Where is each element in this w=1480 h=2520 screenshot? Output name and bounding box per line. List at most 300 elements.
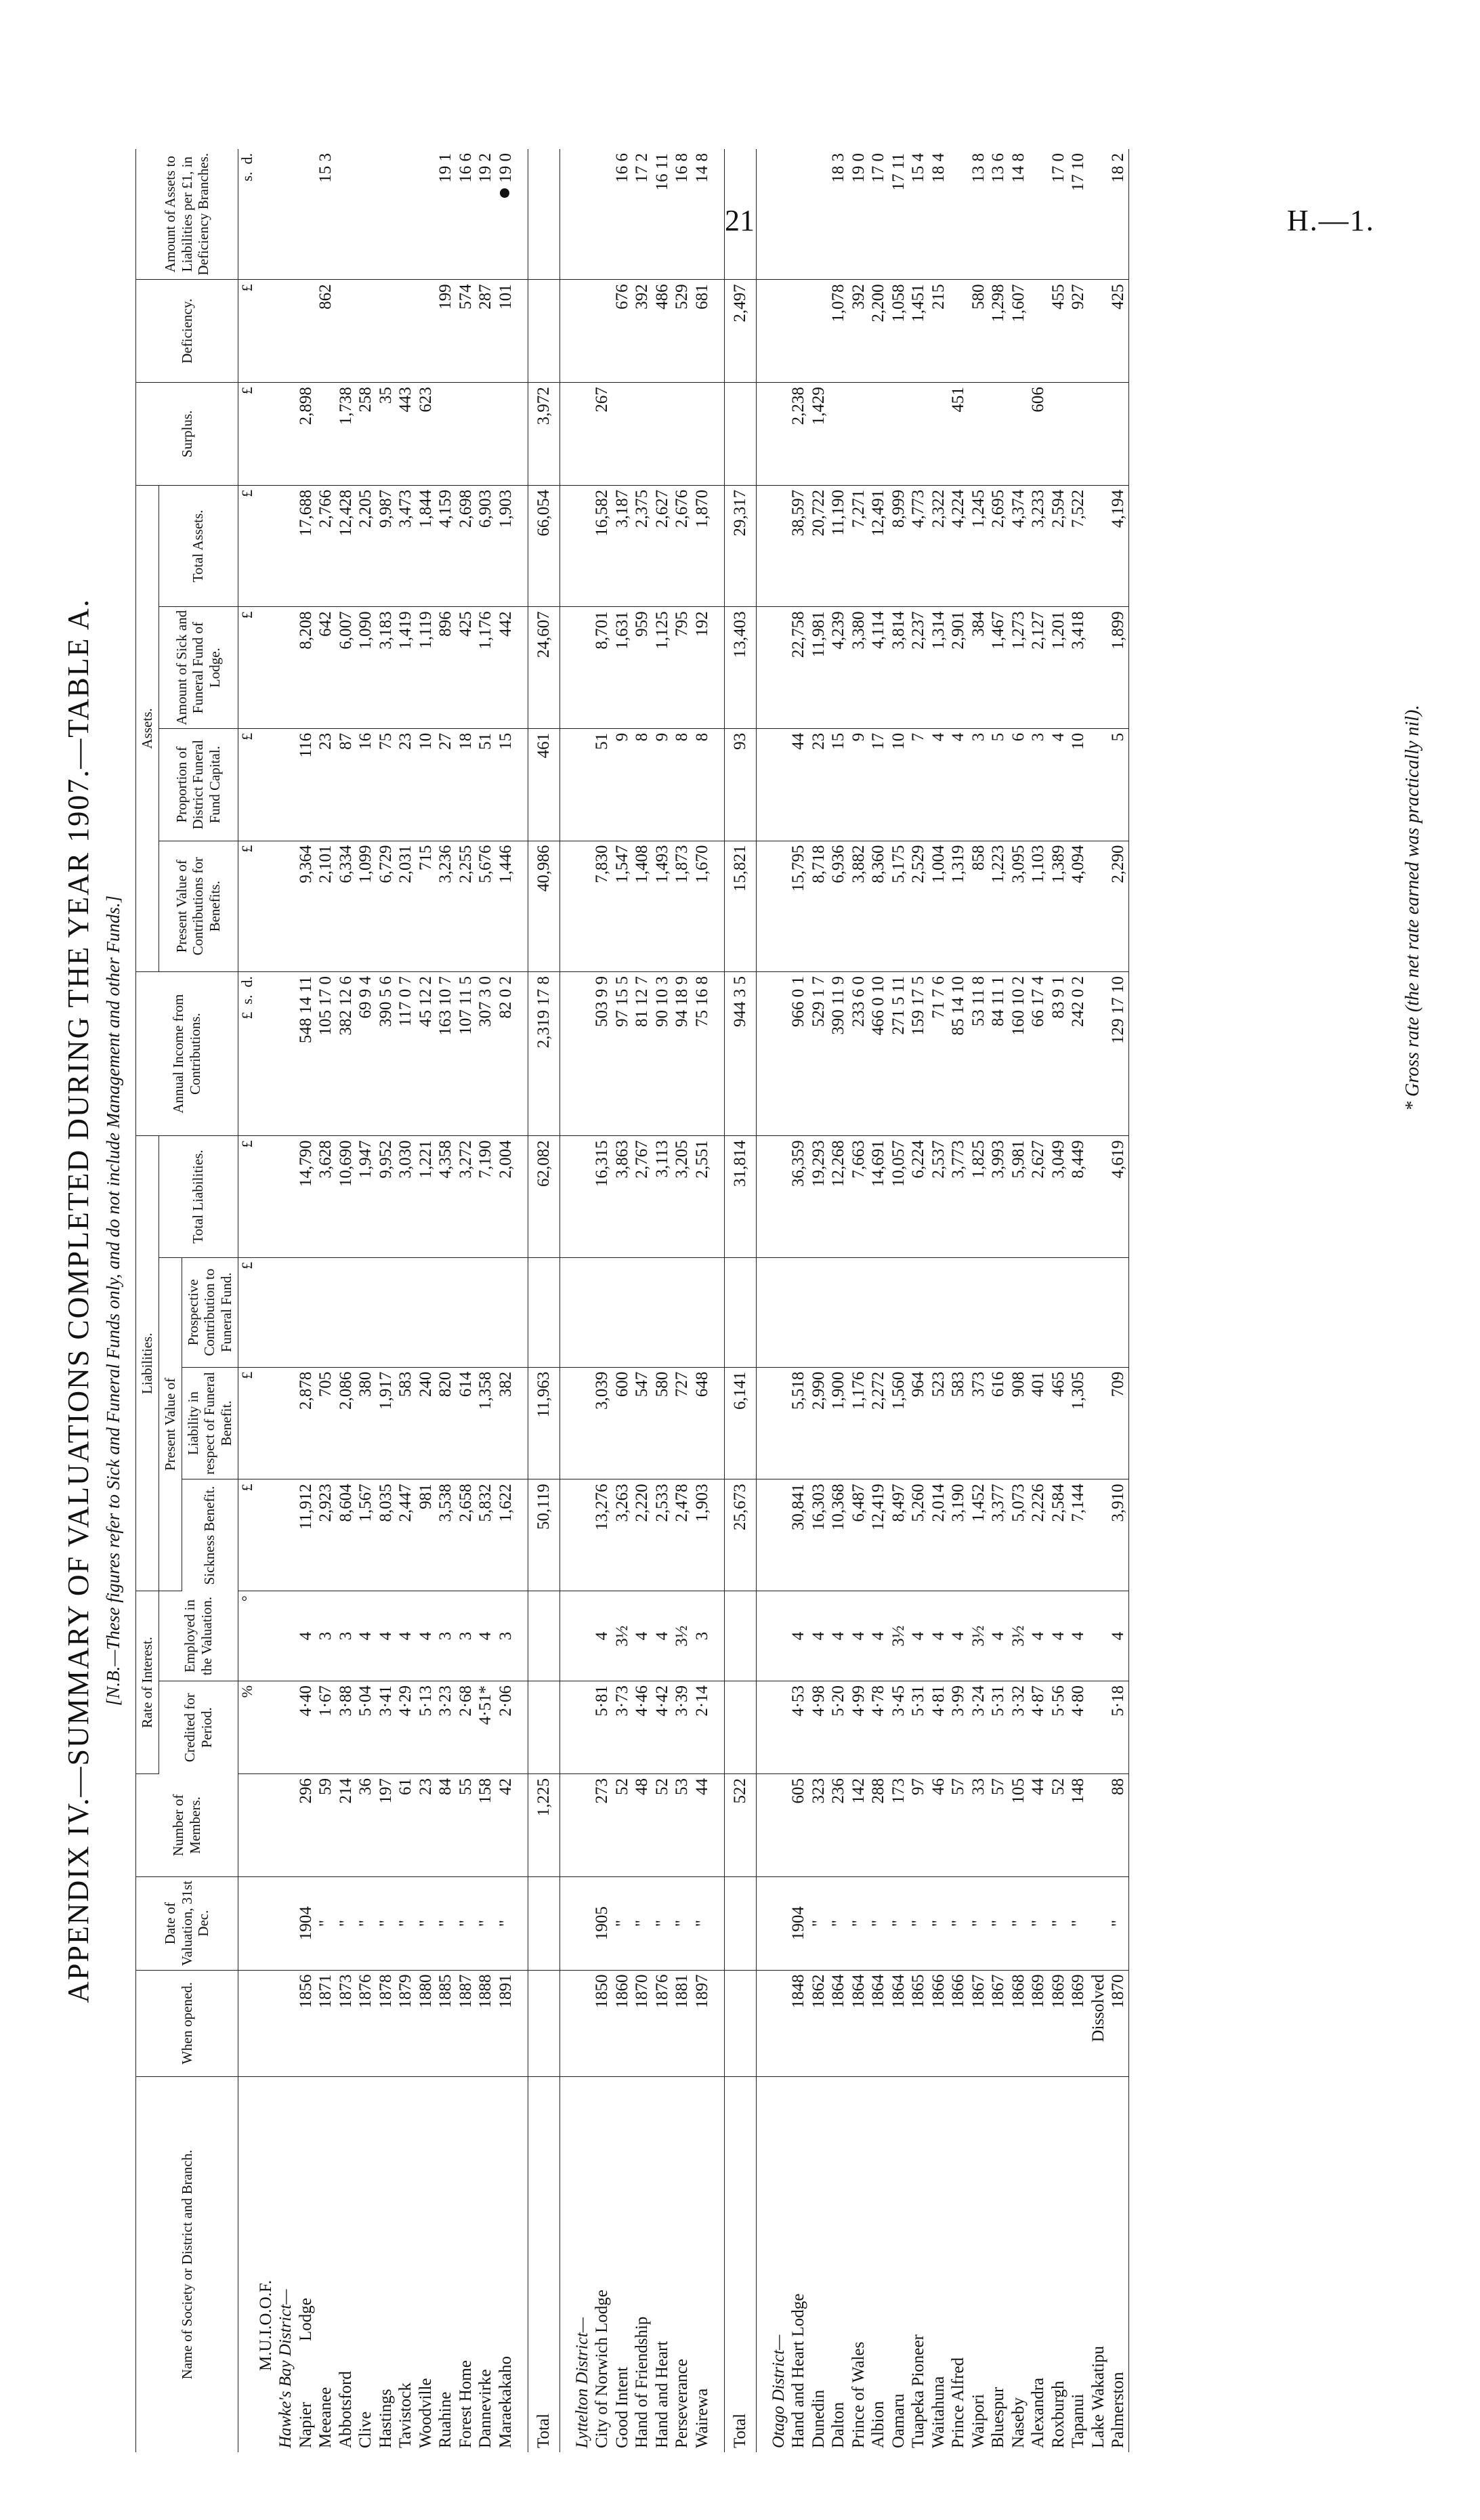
cell-col-7: 1,622 [496,1479,516,1591]
cell-col-17: 676 [612,280,633,383]
cell-col-16 [1068,383,1088,486]
cell-col-6: 3½ [889,1591,909,1681]
cell-col-16: 258 [356,383,376,486]
cell-col-2: Dissolved [1088,1970,1109,2076]
branch-name: Hand and Heart [652,2340,671,2448]
cell-col-3: 1904 [296,1876,316,1970]
cell-col-18: 17 0 [868,149,889,280]
cell-col-13: 116 [296,728,316,841]
cell-col-2: 1860 [612,1970,633,2076]
cell-col-2 [528,1970,560,2076]
header-name: Name of Society or District and Branch. [136,2076,238,2452]
header-total-liabilities: Total Liabilities. [158,1136,238,1258]
cell-col-17 [788,280,809,383]
cell-col-2: 1868 [1009,1970,1029,2076]
cell-col-4: 236 [828,1774,849,1877]
table-row [456,149,476,2452]
district-heading-row [572,149,593,2452]
cell-col-6 [528,1591,560,1681]
cell-col-2: 1856 [296,1970,316,2076]
cell-col-17: 862 [316,280,336,383]
cell-col-13: 10 [889,728,909,841]
district-name: Otago District— [769,2334,788,2448]
cell-col-2: 1879 [396,1970,416,2076]
cell-col-2: 1871 [316,1970,336,2076]
cell-col-2: 1897 [692,1970,713,2076]
cell-col-7: 1,452 [969,1479,989,1591]
cell-col-15: 2,695 [988,485,1009,607]
cell-col-18: 19 2 [475,149,496,280]
cell-col-13: 75 [376,728,396,841]
cell-col-7: 2,226 [1028,1479,1049,1591]
cell-col-10 [1088,1136,1109,1258]
cell-col-9 [316,1257,336,1367]
cell-col-12: 6,936 [828,841,849,971]
cell-col-12: 15,795 [788,841,809,971]
row-name [336,2076,356,2452]
cell-col-9 [1088,1257,1109,1367]
cell-col-14: 1,467 [988,607,1009,729]
cell-col-3: " [969,1876,989,1970]
cell-col-9 [396,1257,416,1367]
cell-col-9 [725,1257,757,1367]
cell-col-14: 1,273 [1009,607,1029,729]
cell-col-12: 1,103 [1028,841,1049,971]
table-row [828,149,849,2452]
table-row [316,149,336,2452]
cell-col-14: 442 [496,607,516,729]
table-row [1028,149,1049,2452]
header-prospective: Prospective Contribution to Funeral Fund. [182,1257,238,1367]
branch-name: Bluespur [989,2387,1008,2448]
cell-col-5: 4·46 [632,1681,652,1773]
cell-col-9 [672,1257,692,1367]
table-row [969,149,989,2452]
cell-col-11: 66 17 4 [1028,972,1049,1136]
header-deficiency: Deficiency. [136,280,238,383]
cell-col-15: 2,698 [456,485,476,607]
unit-pound: £ [238,1479,255,1591]
cell-col-18 [1088,149,1109,280]
cell-col-14: 13,403 [725,607,757,729]
cell-col-6: 4 [988,1591,1009,1681]
cell-col-13: 15 [828,728,849,841]
cell-col-8: 1,176 [849,1367,869,1479]
cell-col-4: 42 [496,1774,516,1877]
cell-col-17: 287 [475,280,496,383]
cell-col-8: 523 [929,1367,949,1479]
cell-col-10: 19,293 [809,1136,829,1258]
cell-col-14: 896 [436,607,456,729]
header-rate-employed: Employed in the Valuation. [158,1591,238,1681]
cell-col-13: 9 [652,728,673,841]
cell-col-11: 163 10 7 [436,972,456,1136]
cell-col-4: 197 [376,1774,396,1877]
header-surplus: Surplus. [136,383,238,486]
cell-col-9 [969,1257,989,1367]
cell-col-18 [725,149,757,280]
cell-col-12: 3,236 [436,841,456,971]
cell-col-8: 2,086 [336,1367,356,1479]
cell-col-2: 1869 [1049,1970,1069,2076]
cell-col-15: 7,271 [849,485,869,607]
cell-col-7: 25,673 [725,1479,757,1591]
cell-col-2: 1867 [988,1970,1009,2076]
table-row [988,149,1009,2452]
cell-col-5: 4·53 [788,1681,809,1773]
cell-col-11: 307 3 0 [475,972,496,1136]
cell-col-11: 107 11 5 [456,972,476,1136]
cell-col-7: 2,923 [316,1479,336,1591]
cell-col-8: 648 [692,1367,713,1479]
cell-col-13: 17 [868,728,889,841]
cell-col-5: 3·45 [889,1681,909,1773]
cell-col-6 [725,1591,757,1681]
branch-name: Lake Wakatipu [1088,2346,1107,2448]
cell-col-9 [356,1257,376,1367]
cell-col-6: 3½ [1009,1591,1029,1681]
cell-col-15: 11,190 [828,485,849,607]
cell-col-14: 11,981 [809,607,829,729]
cell-col-18 [296,149,316,280]
cell-col-3: " [889,1876,909,1970]
cell-col-16: 1,429 [809,383,829,486]
cell-col-17 [948,280,969,383]
cell-col-14: 22,758 [788,607,809,729]
cell-col-15: 4,159 [436,485,456,607]
branch-name: Napier [296,2401,315,2448]
cell-col-10: 3,049 [1049,1136,1069,1258]
cell-col-5: 3·88 [336,1681,356,1773]
cell-col-9 [948,1257,969,1367]
cell-col-17 [376,280,396,383]
cell-col-18 [809,149,829,280]
row-name [672,2076,692,2452]
cell-col-16 [1009,383,1029,486]
cell-col-2: 1864 [889,1970,909,2076]
cell-col-4: 46 [929,1774,949,1877]
cell-col-4: 158 [475,1774,496,1877]
cell-col-8: 583 [948,1367,969,1479]
cell-col-8: 705 [316,1367,336,1479]
cell-col-3: " [632,1876,652,1970]
header-rate-group: Rate of Interest. [136,1591,159,1774]
cell-col-15: 4,773 [908,485,929,607]
cell-col-18 [336,149,356,280]
cell-col-11: 2,319 17 8 [528,972,560,1136]
cell-col-5: 1·67 [316,1681,336,1773]
row-name [376,2076,396,2452]
cell-col-2: 1870 [1108,1970,1128,2076]
header-members: Number of Members. [136,1774,238,1877]
cell-col-12: 1,446 [496,841,516,971]
table-row [436,149,456,2452]
cell-col-16 [496,383,516,486]
cell-col-12: 2,101 [316,841,336,971]
row-name [528,2076,560,2452]
cell-col-5: 3·99 [948,1681,969,1773]
cell-col-13: 8 [632,728,652,841]
cell-col-15: 2,676 [672,485,692,607]
cell-col-3: " [475,1876,496,1970]
cell-col-18: 13 6 [988,149,1009,280]
cell-col-11: 81 12 7 [632,972,652,1136]
society-name: M.U.I.O.O.F. [256,2280,275,2371]
spacer-row [515,149,528,2452]
cell-col-16: 443 [396,383,416,486]
cell-col-17: 2,200 [868,280,889,383]
branch-name: Total [534,2413,553,2448]
cell-col-18 [788,149,809,280]
header-proportion: Proportion of District Funeral Fund Capital. [158,728,238,841]
cell-col-3: " [908,1876,929,1970]
cell-col-6: 4 [788,1591,809,1681]
cell-col-12: 2,255 [456,841,476,971]
cell-col-6: 4 [1049,1591,1069,1681]
row-name [988,2076,1009,2452]
table-row [376,149,396,2452]
branch-name: Woodville [416,2378,435,2448]
cell-col-7: 1,567 [356,1479,376,1591]
cell-col-16 [475,383,496,486]
cell-col-10: 3,628 [316,1136,336,1258]
summary-table [135,149,1129,2452]
table-row [1009,149,1029,2452]
cell-col-8: 5,518 [788,1367,809,1479]
cell-col-15: 2,594 [1049,485,1069,607]
cell-col-18 [948,149,969,280]
cell-col-4 [1088,1774,1109,1877]
branch-name: Clive [356,2411,375,2448]
cell-col-18: 18 4 [929,149,949,280]
cell-col-3: " [396,1876,416,1970]
cell-col-15: 2,322 [929,485,949,607]
header-liabilities: Liabilities. [136,1136,159,1591]
header-annual-income: Annual Income from Contributions. [136,972,238,1136]
cell-col-16 [849,383,869,486]
branch-name: Hand and Heart Lodge [789,2293,808,2448]
cell-col-17: 1,607 [1009,280,1029,383]
cell-col-2: 1867 [969,1970,989,2076]
cell-col-3: " [652,1876,673,1970]
cell-col-10: 14,691 [868,1136,889,1258]
cell-col-7: 5,073 [1009,1479,1029,1591]
cell-col-6: 4 [475,1591,496,1681]
cell-col-18: 17 11 [889,149,909,280]
header-funeral: Liability in respect of Funeral Benefit. [182,1367,238,1479]
cell-col-7: 8,035 [376,1479,396,1591]
district-heading-row [769,149,789,2452]
unit-pound: £ [238,607,255,729]
cell-col-9 [988,1257,1009,1367]
cell-col-16 [929,383,949,486]
district-name: Lyttelton District— [572,2317,591,2448]
unit-pound: £ [238,1367,255,1479]
cell-col-5: 2·68 [456,1681,476,1773]
cell-col-13: 3 [1028,728,1049,841]
table-row [1108,149,1128,2452]
cell-col-12: 3,095 [1009,841,1029,971]
cell-col-7: 3,190 [948,1479,969,1591]
table-row [849,149,869,2452]
cell-col-7: 2,447 [396,1479,416,1591]
cell-col-15: 12,428 [336,485,356,607]
cell-col-7: 30,841 [788,1479,809,1591]
cell-col-18: 16 11 [652,149,673,280]
cell-col-2: 1850 [592,1970,612,2076]
cell-col-10: 2,627 [1028,1136,1049,1258]
cell-col-13: 9 [612,728,633,841]
cell-col-15: 29,317 [725,485,757,607]
cell-col-9 [692,1257,713,1367]
cell-col-4: 173 [889,1774,909,1877]
cell-col-13: 23 [809,728,829,841]
row-name [1068,2076,1088,2452]
cell-col-6: 4 [868,1591,889,1681]
cell-col-5: 3·41 [376,1681,396,1773]
cell-col-18: 13 8 [969,149,989,280]
header-assets: Assets. [136,485,159,971]
unit-pound: £ [238,841,255,971]
cell-col-4: 61 [396,1774,416,1877]
cell-col-13: 18 [456,728,476,841]
cell-col-11 [1088,972,1109,1136]
cell-col-16 [889,383,909,486]
cell-col-6: 4 [849,1591,869,1681]
branch-name: Palmerston [1109,2372,1128,2448]
cell-col-7: 8,604 [336,1479,356,1591]
cell-col-10: 1,947 [356,1136,376,1258]
branch-name: Hastings [376,2389,395,2448]
cell-col-14 [1088,607,1109,729]
cell-col-15: 2,205 [356,485,376,607]
row-name [475,2076,496,2452]
cell-col-6: 3 [496,1591,516,1681]
spacer-row [756,149,769,2452]
cell-col-18: 16 6 [456,149,476,280]
cell-col-18: 17 0 [1049,149,1069,280]
cell-col-15: 3,473 [396,485,416,607]
cell-col-9 [336,1257,356,1367]
cell-col-13: 93 [725,728,757,841]
cell-col-14: 24,607 [528,607,560,729]
cell-col-16 [1088,383,1109,486]
cell-col-8: 583 [396,1367,416,1479]
cell-col-6: 4 [948,1591,969,1681]
branch-name: Forest Home [456,2360,475,2448]
cell-col-9 [612,1257,633,1367]
cell-col-5: 5·31 [988,1681,1009,1773]
cell-col-18: 16 8 [672,149,692,280]
cell-col-8: 2,878 [296,1367,316,1479]
cell-col-10: 2,767 [632,1136,652,1258]
row-name [868,2076,889,2452]
row-name [809,2076,829,2452]
cell-col-8: 1,560 [889,1367,909,1479]
page-number: 21 [725,204,755,237]
cell-col-16 [969,383,989,486]
cell-col-8: 240 [416,1367,436,1479]
cell-col-16 [692,383,713,486]
cell-col-5: 3·39 [672,1681,692,1773]
cell-col-7: 11,912 [296,1479,316,1591]
unit-row [238,149,255,2452]
cell-col-2: 1880 [416,1970,436,2076]
cell-col-11: 71 7 6 [929,972,949,1136]
cell-col-5: 2·14 [692,1681,713,1773]
cell-col-3: 1905 [592,1876,612,1970]
cell-col-14: 1,899 [1108,607,1128,729]
cell-col-11: 548 14 11 [296,972,316,1136]
cell-col-2: 1876 [356,1970,376,2076]
cell-col-15: 3,233 [1028,485,1049,607]
branch-name: Oamaru [889,2393,908,2448]
spacer-row [712,149,725,2452]
cell-col-3 [528,1876,560,1970]
branch-name: Good Intent [612,2366,631,2448]
cell-col-6: 4 [356,1591,376,1681]
cell-col-18 [416,149,436,280]
cell-col-12: 5,676 [475,841,496,971]
cell-col-5: 3·23 [436,1681,456,1773]
cell-col-16 [632,383,652,486]
cell-col-14: 2,237 [908,607,929,729]
cell-col-17 [528,280,560,383]
cell-col-13: 4 [1049,728,1069,841]
cell-col-15: 3,187 [612,485,633,607]
cell-col-4: 105 [1009,1774,1029,1877]
cell-col-5: 3·73 [612,1681,633,1773]
cell-col-2: 1891 [496,1970,516,2076]
cell-col-13: 3 [969,728,989,841]
table-row [496,149,516,2452]
cell-col-3: 1904 [788,1876,809,1970]
cell-col-15: 17,688 [296,485,316,607]
cell-col-15: 2,627 [652,485,673,607]
cell-col-12: 1,493 [652,841,673,971]
cell-col-11: 94 18 9 [672,972,692,1136]
cell-col-15 [1088,485,1109,607]
cell-col-9 [828,1257,849,1367]
cell-col-14: 3,183 [376,607,396,729]
cell-col-9 [592,1257,612,1367]
table-row [1049,149,1069,2452]
cell-col-9 [929,1257,949,1367]
cell-col-16: 3,972 [528,383,560,486]
cell-col-11: 242 0 2 [1068,972,1088,1136]
cell-col-7: 3,377 [988,1479,1009,1591]
unit-sd: s. d. [238,149,255,280]
cell-col-14: 1,090 [356,607,376,729]
cell-col-17: 1,078 [828,280,849,383]
cell-col-10: 3,030 [396,1136,416,1258]
cell-col-14: 3,814 [889,607,909,729]
cell-col-16: 1,738 [336,383,356,486]
row-name [296,2076,316,2452]
row-name [612,2076,633,2452]
branch-name: Perseverance [673,2359,692,2448]
cell-col-10: 10,690 [336,1136,356,1258]
cell-col-17: 927 [1068,280,1088,383]
cell-col-13: 23 [396,728,416,841]
cell-col-8: 580 [652,1367,673,1479]
cell-col-3: " [1028,1876,1049,1970]
cell-col-10: 3,272 [456,1136,476,1258]
cell-col-14: 1,176 [475,607,496,729]
cell-col-7: 981 [416,1479,436,1591]
cell-col-8: 465 [1049,1367,1069,1479]
cell-col-14: 6,007 [336,607,356,729]
